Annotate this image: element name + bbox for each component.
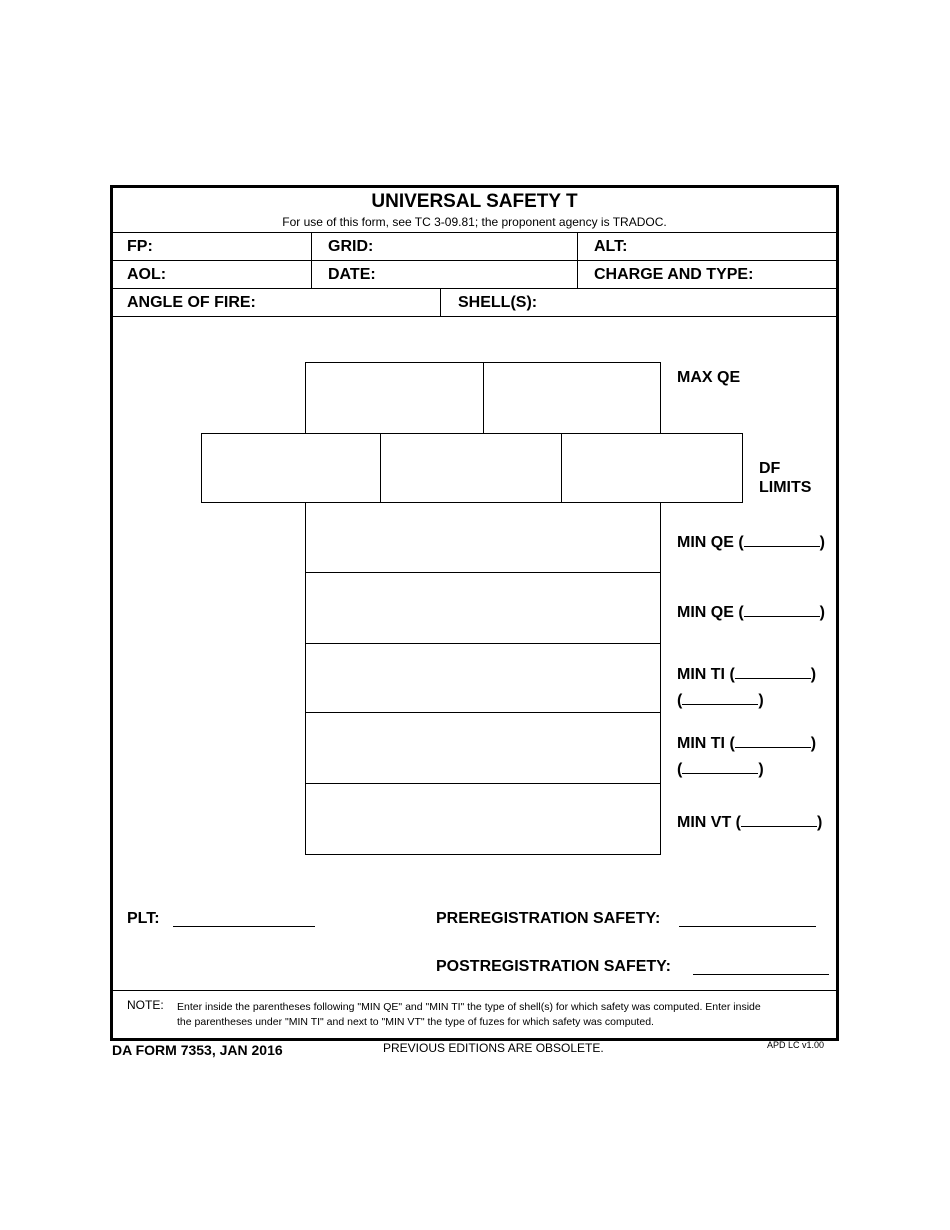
form-title: UNIVERSAL SAFETY T [371,191,578,212]
preregistration-line[interactable] [679,926,816,927]
min-qe-1-blank[interactable] [744,530,820,547]
note-line-2: the parentheses under "MIN TI" and next to "MIN VT" the type of fuzes for which safety was computed. [177,1016,654,1028]
min-qe-1-box[interactable] [305,502,661,573]
postregistration-label: POSTREGISTRATION SAFETY: [436,958,671,975]
date-field[interactable]: DATE: [328,266,376,283]
form-subtitle: For use of this form, see TC 3-09.81; the proponent agency is TRADOC. [282,215,667,229]
min-qe-2-blank[interactable] [744,600,820,617]
divider [113,990,836,991]
max-qe-right-box[interactable] [483,362,661,434]
min-qe-2-box[interactable] [305,572,661,644]
plt-signature-line[interactable] [173,926,315,927]
max-qe-left-box[interactable] [305,362,484,434]
min-ti-2-fuze-blank[interactable] [682,757,758,774]
form-id: DA FORM 7353, JAN 2016 [112,1042,283,1058]
min-ti-2-fuze-label: ( ) [677,757,764,779]
obsolete-notice: PREVIOUS EDITIONS ARE OBSOLETE. [383,1041,604,1055]
divider [113,288,836,289]
divider [113,232,836,233]
df-limit-right-box[interactable] [561,433,743,503]
plt-label: PLT: [127,910,160,927]
min-vt-blank[interactable] [741,810,817,827]
df-label: DF [759,460,781,477]
preregistration-label: PREREGISTRATION SAFETY: [436,910,661,927]
min-ti-2-shell-blank[interactable] [735,731,811,748]
angle-of-fire-field[interactable]: ANGLE OF FIRE: [127,294,256,311]
min-ti-1-box[interactable] [305,643,661,713]
divider [113,316,836,317]
divider [311,232,312,288]
df-limit-left-box[interactable] [201,433,381,503]
alt-field[interactable]: ALT: [594,238,628,255]
min-ti-2-box[interactable] [305,712,661,784]
min-qe-1-label: MIN QE ( ) [677,530,825,552]
min-ti-1-fuze-label: ( ) [677,688,764,710]
min-ti-2-label: MIN TI ( ) [677,731,816,753]
min-ti-1-shell-blank[interactable] [735,662,811,679]
version-label: APD LC v1.00 [767,1040,825,1050]
divider [113,260,836,261]
aol-field[interactable]: AOL: [127,266,167,283]
fp-field[interactable]: FP: [127,238,153,255]
postregistration-line[interactable] [693,974,829,975]
divider [577,232,578,288]
max-qe-label: MAX QE [677,369,741,386]
charge-type-field[interactable]: CHARGE AND TYPE: [594,266,754,283]
divider [440,288,441,316]
note-line-1: Enter inside the parentheses following "MIN QE" and "MIN TI" the type of shell(s) for which safety was computed. Enter inside [177,1001,761,1013]
min-qe-2-label: MIN QE ( ) [677,600,825,622]
note-label: NOTE: [127,998,164,1012]
shells-field[interactable]: SHELL(S): [458,294,538,311]
grid-field[interactable]: GRID: [328,238,374,255]
min-vt-label: MIN VT ( ) [677,810,822,832]
min-ti-1-label: MIN TI ( ) [677,662,816,684]
limits-label: LIMITS [759,479,812,496]
min-ti-1-fuze-blank[interactable] [682,688,758,705]
df-limit-center-box[interactable] [380,433,562,503]
min-vt-box[interactable] [305,783,661,855]
